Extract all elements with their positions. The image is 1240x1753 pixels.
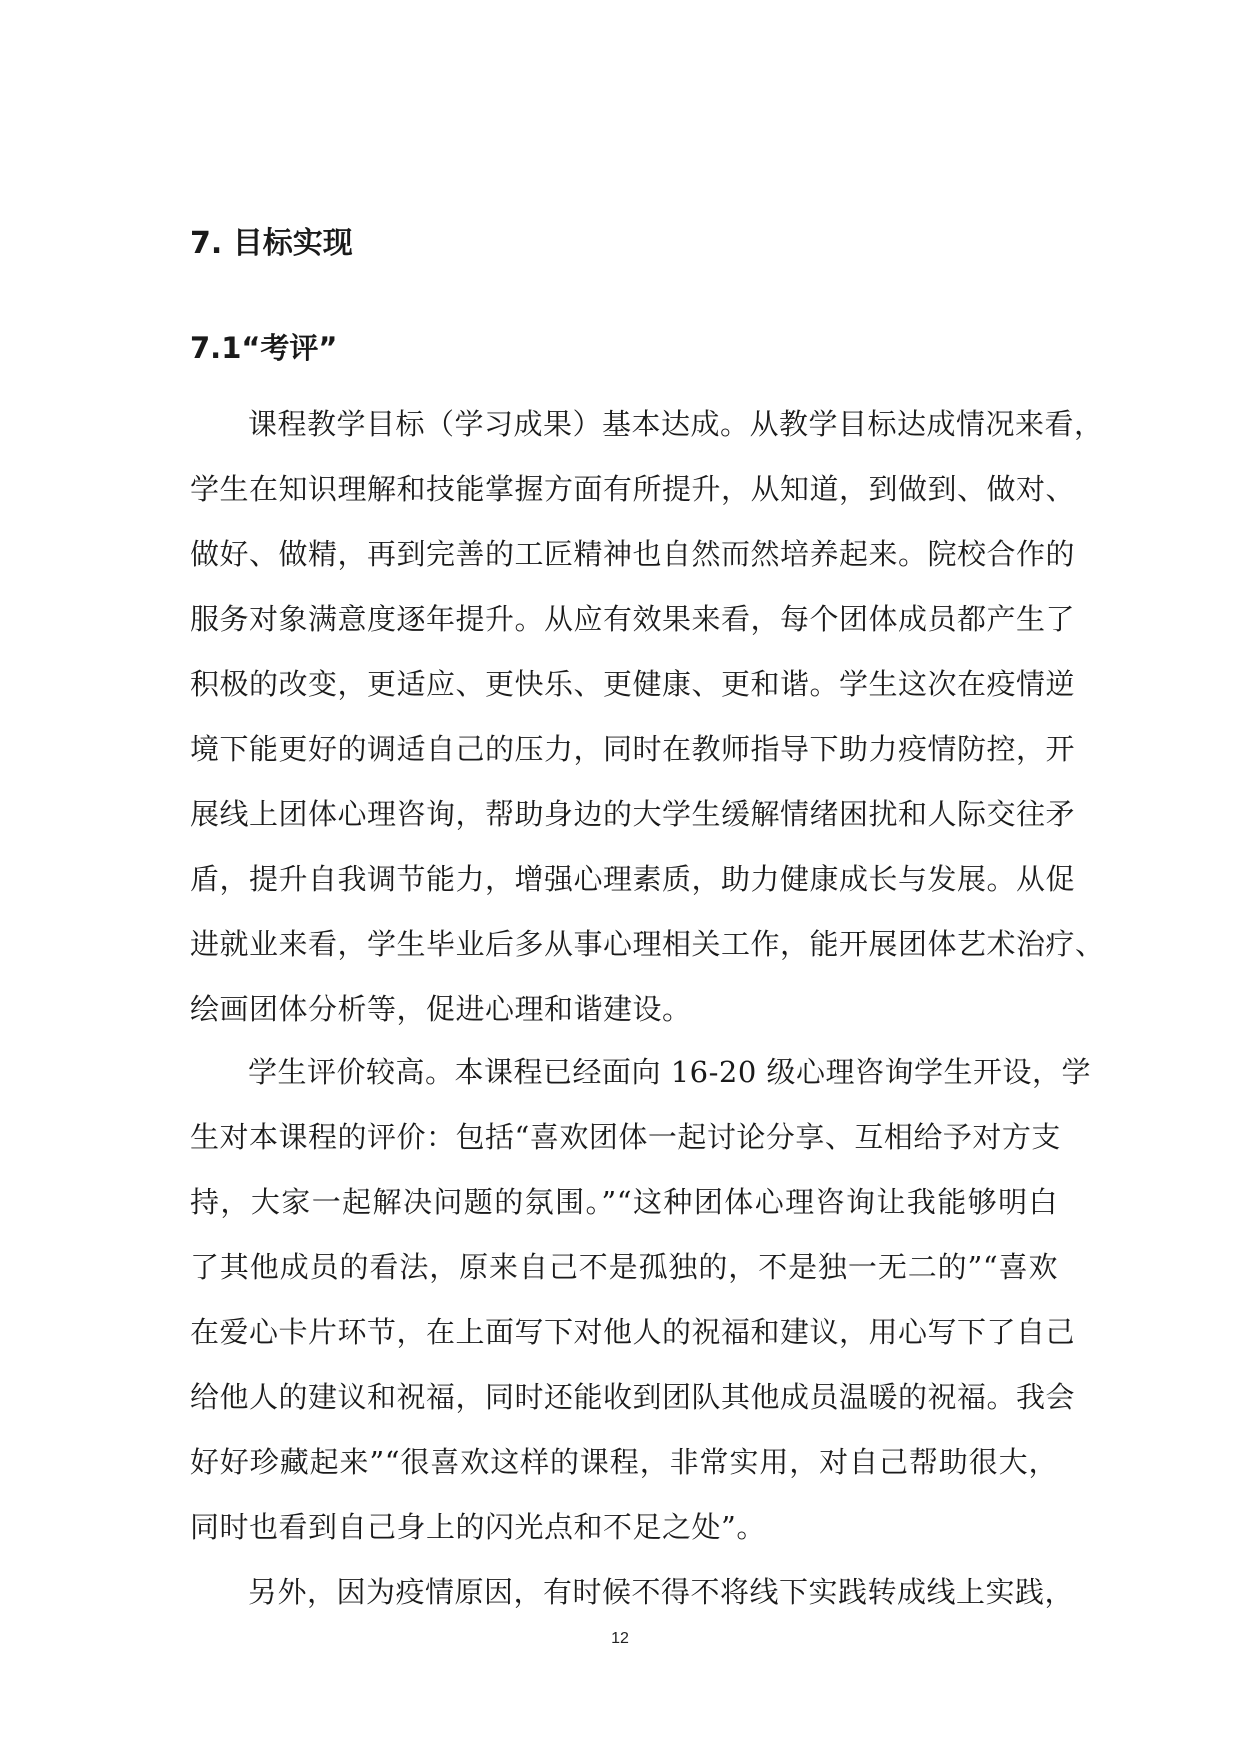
paragraph-1 xyxy=(190,392,1105,1042)
paragraph-line: 盾，提升自我调节能力，增强心理素质，助力健康成长与发展。从促 xyxy=(190,862,1076,896)
paragraph-line: 持，大家一起解决问题的氛围。”“这种团体心理咨询让我能够明白 xyxy=(190,1185,1058,1219)
paragraph-line: 做好、做精，再到完善的工匠精神也自然而然培养起来。院校合作的 xyxy=(190,537,1076,571)
section-heading: 7. 目标实现 xyxy=(190,226,353,261)
paragraph-line: 展线上团体心理咨询，帮助身边的大学生缓解情绪困扰和人际交往矛 xyxy=(190,797,1076,831)
paragraph-2 xyxy=(190,1040,1092,1560)
paragraph-line: 在爱心卡片环节，在上面写下对他人的祝福和建议，用心写下了自己 xyxy=(190,1315,1076,1349)
paragraph-line: 同时也看到自己身上的闪光点和不足之处”。 xyxy=(190,1510,766,1544)
paragraph-line: 学生在知识理解和技能掌握方面有所提升，从知道，到做到、做对、 xyxy=(190,472,1076,506)
paragraph-line: 学生评价较高。本课程已经面向 16-20 级心理咨询学生开设，学 xyxy=(248,1055,1092,1089)
page-number: 12 xyxy=(611,1630,629,1647)
paragraph-line: 课程教学目标（学习成果）基本达成。从教学目标达成情况来看， xyxy=(248,407,1104,441)
paragraph-line: 另外，因为疫情原因，有时候不得不将线下实践转成线上实践， xyxy=(248,1575,1075,1609)
paragraph-line: 服务对象满意度逐年提升。从应有效果来看，每个团体成员都产生了 xyxy=(190,602,1076,636)
paragraph-line: 了其他成员的看法，原来自己不是孤独的，不是独一无二的”“喜欢 xyxy=(190,1250,1058,1284)
paragraph-line: 进就业来看，学生毕业后多从事心理相关工作，能开展团体艺术治疗、 xyxy=(190,927,1105,961)
paragraph-line: 境下能更好的调适自己的压力，同时在教师指导下助力疫情防控，开 xyxy=(190,732,1076,766)
paragraph-line: 绘画团体分析等，促进心理和谐建设。 xyxy=(190,992,692,1026)
paragraph-line: 好好珍藏起来”“很喜欢这样的课程，非常实用，对自己帮助很大， xyxy=(190,1445,1058,1479)
paragraph-line: 给他人的建议和祝福，同时还能收到团队其他成员温暖的祝福。我会 xyxy=(190,1380,1076,1414)
paragraph-line: 积极的改变，更适应、更快乐、更健康、更和谐。学生这次在疫情逆 xyxy=(190,667,1076,701)
paragraph-line: 生对本课程的评价：包括“喜欢团体一起讨论分享、互相给予对方支 xyxy=(190,1120,1061,1154)
paragraph-3 xyxy=(190,1560,1075,1625)
subsection-heading: 7.1“考评” xyxy=(190,331,338,365)
